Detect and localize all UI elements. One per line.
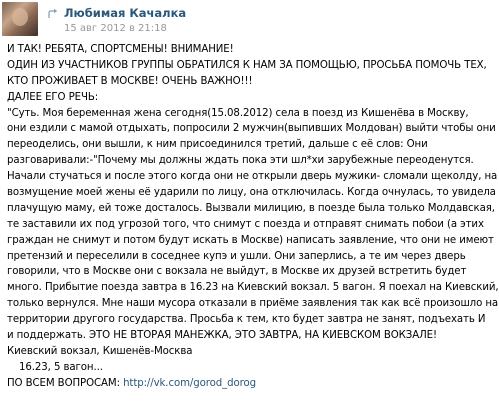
footer-prefix: ПО ВСЕМ ВОПРОСАМ: [7, 377, 124, 389]
post-line: разговаривали:-"Почему мы должны ждать пока эти шл*хи зарубежные переоденутся. [7, 155, 474, 167]
post-line: Начали стучаться и после этого когда они не открыли дверь мужики- сломали щеколду, на [7, 171, 498, 183]
post-line: "Суть. Моя беременная жена сегодня(15.08.2012) села в поезд из Кишенёва в Москву, [7, 107, 469, 119]
post-line: только вернулся. Мне наши мусора отказали в приёме заявления так как всё произошло на [7, 298, 499, 310]
post-line: Киевский вокзал, Кишенёв-Москва [7, 345, 193, 357]
post-line: переоделись, они вышли, к ним присоединился третий, дальше с её слов: Они [7, 139, 428, 151]
post-header [48, 4, 186, 22]
post-line: и поддержать. ЭТО НЕ ВТОРАЯ МАНЕЖКА, ЭТО ЗАВТРА, НА КИЕВСКОМ ВОКЗАЛЕ! [7, 330, 437, 342]
post-line: плачущую маму, ей тоже досталось. Вызвали милицию, в поезде была только Молдавская, [7, 202, 495, 214]
post-line: 16.23, 5 вагон... [19, 361, 103, 373]
post-text [7, 42, 499, 392]
post-line: граждан не снимут и потом будут искать в Москве) написать заявление, что они не имеют [7, 234, 494, 246]
post-date[interactable]: 15 авг 2012 в 21:18 [64, 23, 167, 34]
post-line: И ТАК! РЕБЯТА, СПОРТСМЕНЫ! ВНИМАНИЕ! [7, 44, 234, 55]
share-arrow-icon [48, 8, 59, 19]
post-line: те заставили их под угрозой того, что снимут с поезда и отправят снимать побои (а этих [7, 218, 484, 230]
post-line: много. Прибытие поезда завтра в 16.23 на Киевский вокзал. 5 вагон. Я поехал на Киевский, [7, 282, 499, 294]
post-line: КТО ПРОЖИВАЕТ В МОСКВЕ! ОЧЕНЬ ВАЖНО!!! [7, 75, 253, 87]
group-avatar[interactable] [2, 2, 38, 36]
post-line: говорили, что в Москве они с вокзала не выйдут, в Москве их друзей встретить будет [7, 266, 467, 278]
post-line: территории другого государства. Просьба к тем, кто будет завтра не занят, подъехать И [7, 314, 486, 326]
group-name-link[interactable]: Любимая Качалка [64, 6, 187, 20]
post-line: ОДИН ИЗ УЧАСТНИКОВ ГРУППЫ ОБРАТИЛСЯ К НАМ ЗА ПОМОЩЬЮ, ПРОСЬБА ПОМОЧЬ ТЕХ, [7, 59, 487, 71]
post-footer-line [7, 376, 495, 392]
group-link[interactable]: http://vk.com/gorod_dorog [123, 377, 256, 389]
post-line: претензий и переселили в соседнее купэ и ушли. Они заперлись, а те им через дверь [7, 250, 466, 262]
post-line: возмущение моей жены её ударили по лицу, она отключилась. Когда очнулась, то увидела [7, 187, 496, 199]
post-line: они ездили с мамой отдыхать, попросили 2 мужчин(выпивших Молдован) выйти чтобы они [7, 123, 496, 135]
post-line: ДАЛЕЕ ЕГО РЕЧЬ: [7, 91, 99, 103]
